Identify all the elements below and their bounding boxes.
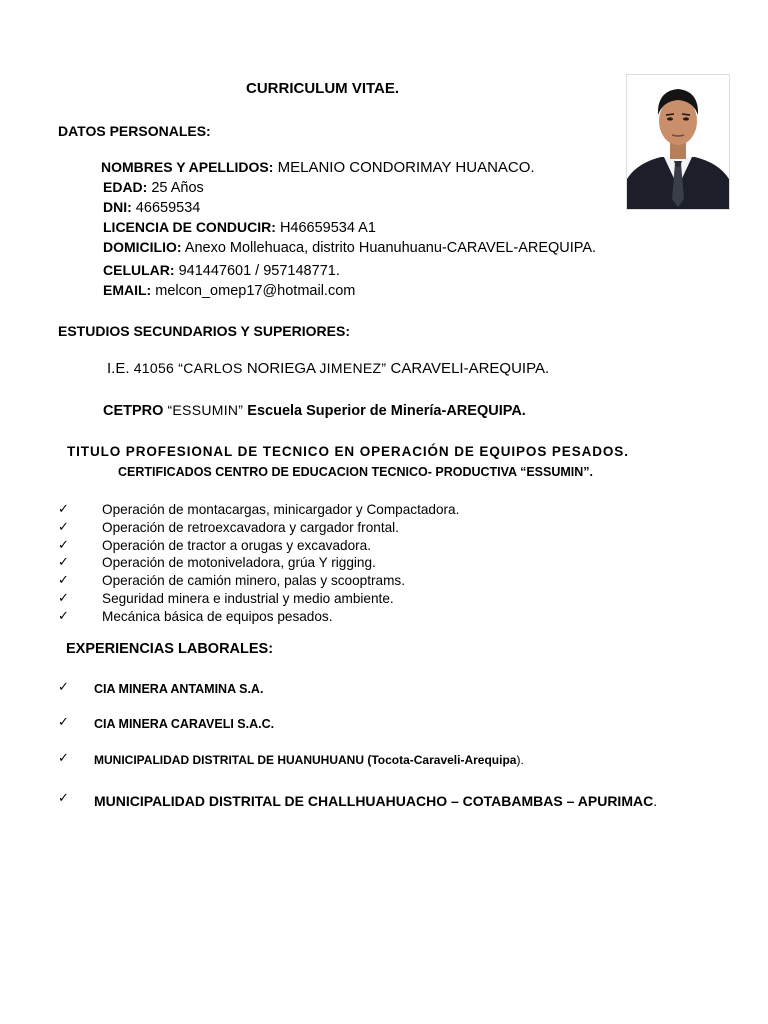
list-item: Operación de retroexcavadora y cargador frontal. [102, 520, 399, 535]
field-address: DOMICILIO: Anexo Mollehuaca, distrito Huanuhuanu-CARAVEL-AREQUIPA. [103, 239, 597, 256]
portrait-image [627, 75, 729, 209]
list-item: Operación de montacargas, minicargador y Compactadora. [102, 502, 460, 517]
check-icon: ✓ [58, 555, 69, 570]
list-item: Seguridad minera e industrial y medio ambiente. [102, 591, 394, 606]
list-item: Mecánica básica de equipos pesados. [102, 609, 333, 624]
check-icon: ✓ [58, 791, 69, 806]
list-item: Operación de motoniveladora, grúa Y rigging. [102, 555, 376, 570]
field-age: EDAD: 25 Años [103, 179, 204, 196]
document-title: CURRICULUM VITAE. [246, 80, 400, 97]
check-icon: ✓ [58, 751, 69, 766]
list-item: Operación de tractor a orugas y excavadora. [102, 538, 372, 553]
job-item: MUNICIPALIDAD DISTRITAL DE HUANUHUANU (Tocota-Caraveli-Arequipa). [94, 753, 524, 767]
check-icon: ✓ [58, 573, 69, 588]
school-line: I.E. 41056 “CARLOS NORIEGA JIMENEZ” CARAVELI-AREQUIPA. [107, 360, 550, 377]
check-icon: ✓ [58, 502, 69, 517]
check-icon: ✓ [58, 609, 69, 624]
profile-photo [626, 74, 730, 210]
field-name: NOMBRES Y APELLIDOS: MELANIO CONDORIMAY HUANACO. [101, 159, 535, 176]
field-email: EMAIL: melcon_omep17@hotmail.com [103, 282, 356, 299]
job-item: CIA MINERA CARAVELI S.A.C. [94, 717, 275, 731]
personal-data-heading: DATOS PERSONALES: [58, 123, 211, 139]
field-phone: CELULAR: 941447601 / 957148771. [103, 262, 340, 279]
studies-heading: ESTUDIOS SECUNDARIOS Y SUPERIORES: [58, 323, 350, 339]
field-license: LICENCIA DE CONDUCIR: H46659534 A1 [103, 219, 376, 236]
experience-heading: EXPERIENCIAS LABORALES: [66, 641, 274, 657]
job-item: CIA MINERA ANTAMINA S.A. [94, 682, 264, 696]
check-icon: ✓ [58, 680, 69, 695]
job-item: MUNICIPALIDAD DISTRITAL DE CHALLHUAHUACHO – COTABAMBAS – APURIMAC. [94, 793, 658, 809]
check-icon: ✓ [58, 520, 69, 535]
check-icon: ✓ [58, 538, 69, 553]
degree-title: TITULO PROFESIONAL DE TECNICO EN OPERACIÓN DE EQUIPOS PESADOS. [67, 444, 629, 459]
certificates-heading: CERTIFICADOS CENTRO DE EDUCACION TECNICO- PRODUCTIVA “ESSUMIN”. [118, 465, 594, 479]
check-icon: ✓ [58, 715, 69, 730]
field-dni: DNI: 46659534 [103, 199, 201, 216]
list-item: Operación de camión minero, palas y scooptrams. [102, 573, 405, 588]
check-icon: ✓ [58, 591, 69, 606]
cetpro-line: CETPRO “ESSUMIN” Escuela Superior de Minería-AREQUIPA. [103, 402, 526, 419]
